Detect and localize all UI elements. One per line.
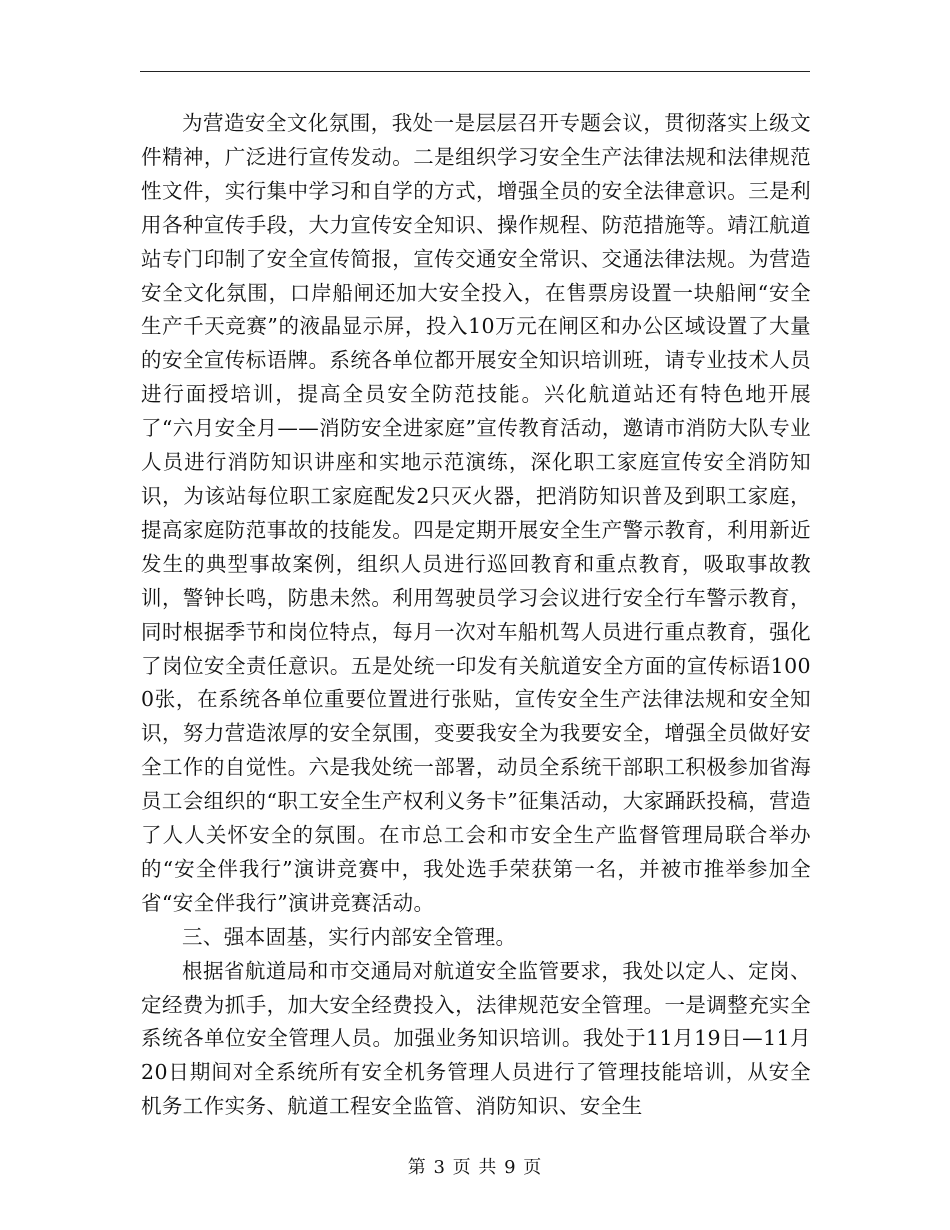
paragraph-safety-culture: 为营造安全文化氛围，我处一是层层召开专题会议，贯彻落实上级文件精神，广泛进行宣传发动。二是组织学习安全生产法律法规和法律规范性文件，实行集中学习和自学的方式，增强全员的安全法律意识。三是利用各种宣传手段，大力宣传安全知识、操作规程、防范措施等。靖江航道站专门印制了安全宣传简报，宣传交通安全常识、交通法律法规。为营造安全文化氛围，口岸船闸还加大安全投入，在售票房设置一块船闸“安全生产千天竞赛”的液晶显示屏，投入10万元在闸区和办公区域设置了大量的安全宣传标语牌。系统各单位都开展安全知识培训班，请专业技术人员进行面授培训，提高全员安全防范技能。兴化航道站还有特色地开展了“六月安全月——消防安全进家庭”宣传教育活动，邀请市消防大队专业人员进行消防知识讲座和实地示范演练，深化职工家庭宣传安全消防知识，为该站每位职工家庭配发2只灭火器，把消防知识普及到职工家庭，提高家庭防范事故的技能发。四是定期开展安全生产警示教育，利用新近发生的典型事故案例，组织人员进行巡回教育和重点教育，吸取事故教训，警钟长鸣，防患未然。利用驾驶员学习会议进行安全行车警示教育，同时根据季节和岗位特点，每月一次对车船机驾人员进行重点教育，强化了岗位安全责任意识。五是处统一印发有关航道安全方面的宣传标语1000张，在系统各单位重要位置进行张贴，宣传安全生产法律法规和安全知识，努力营造浓厚的安全氛围，变要我安全为我要安全，增强全员做好安全工作的自觉性。六是我处统一部署，动员全系统干部职工积极参加省海员工会组织的“职工安全生产权利义务卡”征集活动，大家踊跃投稿，营造了人人关怀安全的氛围。在市总工会和市安全生产监督管理局联合举办的“安全伴我行”演讲竞赛中，我处选手荣获第一名，并被市推举参加全省“安全伴我行”演讲竞赛活动。 xyxy=(141,111,811,915)
page-number: 第 3 页 共 9 页 xyxy=(407,1157,543,1178)
paragraph-safety-management: 根据省航道局和市交通局对航道安全监管要求，我处以定人、定岗、定经费为抓手，加大安全经费投入，法律规范安全管理。一是调整充实全系统各单位安全管理人员。加强业务知识培训。我处于11月19日—11月20日期间对全系统所有安全机务管理人员进行了管理技能培训，从安全机务工作实务、航道工程安全监管、消防知识、安全生 xyxy=(141,958,811,1119)
document-body xyxy=(141,107,811,1124)
header-rule xyxy=(140,71,810,72)
section-heading-internal-safety: 三、强本固基，实行内部安全管理。 xyxy=(182,924,517,949)
